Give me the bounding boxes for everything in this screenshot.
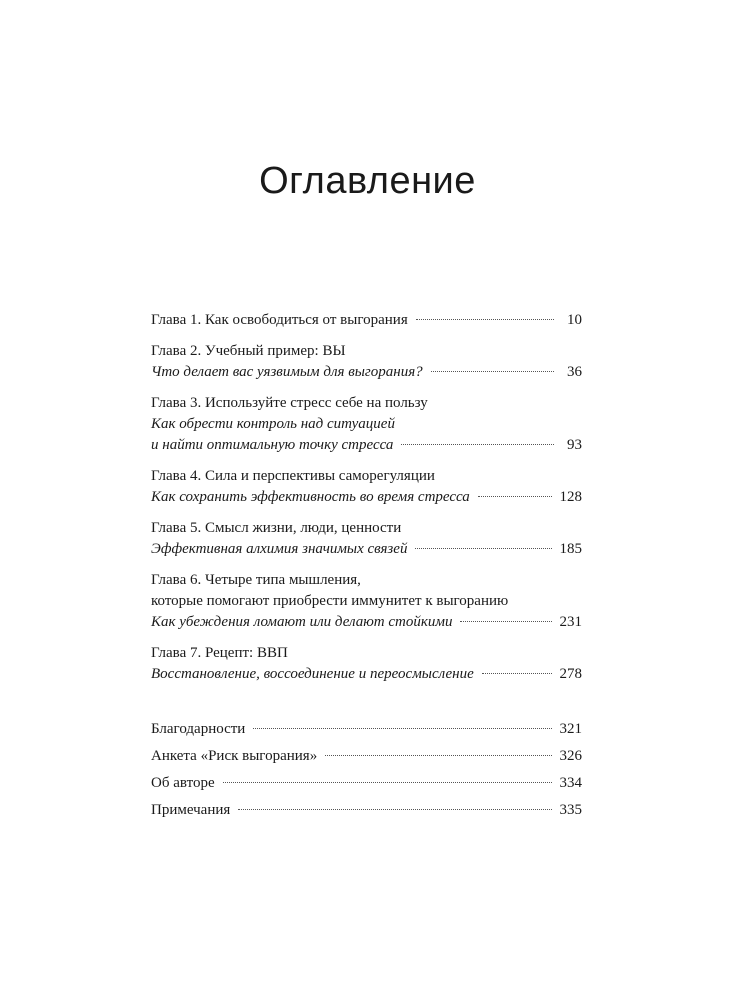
toc-entry[interactable] [151,746,582,767]
leader-line [151,719,582,740]
leader-line [151,664,582,685]
dot-leader [416,319,554,320]
section-title: Благодарности [151,721,246,737]
back-matter-list [151,719,582,821]
chapter-title: которые помогают приобрести иммунитет к выгоранию [151,593,509,609]
leader-line [151,487,582,508]
chapter-title: Глава 6. Четыре типа мышления, [151,572,361,588]
section-title: Примечания [151,802,231,818]
toc-entry[interactable] [151,643,582,685]
toc-entry[interactable] [151,466,582,508]
chapter-subtitle: Как обрести контроль над ситуацией [151,416,395,432]
toc-entry[interactable] [151,570,582,633]
page-title: Оглавление [259,160,476,202]
page-number: 128 [559,489,582,505]
chapter-title: Глава 7. Рецепт: ВВП [151,645,288,661]
toc-entry[interactable] [151,341,582,383]
table-of-contents [151,310,582,827]
dot-leader [478,496,552,497]
dot-leader [401,444,554,445]
page-number: 321 [559,721,582,737]
dot-leader [482,673,552,674]
leader-line [151,435,582,456]
dot-leader [460,621,551,622]
toc-entry[interactable] [151,310,582,331]
leader-line [151,539,582,560]
leader-line [151,773,582,794]
page-number: 231 [559,614,582,630]
chapter-subtitle: Эффективная алхимия значимых связей [151,541,408,557]
leader-line [151,612,582,633]
chapter-subtitle: и найти оптимальную точку стресса [151,437,394,453]
page-number: 185 [559,541,582,557]
dot-leader [415,548,551,549]
toc-entry[interactable] [151,800,582,821]
dot-leader [325,755,551,756]
leader-line [151,362,582,383]
page-number: 10 [567,312,582,328]
dot-leader [223,782,552,783]
toc-entry[interactable] [151,518,582,560]
chapter-title: Глава 4. Сила и перспективы саморегуляции [151,468,435,484]
section-title: Об авторе [151,775,215,791]
leader-line [151,800,582,821]
page-number: 278 [559,666,582,682]
toc-entry[interactable] [151,773,582,794]
page-number: 334 [559,775,582,791]
chapter-list [151,310,582,685]
leader-line [151,746,582,767]
chapter-subtitle: Как убеждения ломают или делают стойкими [151,614,453,630]
page-number: 326 [559,748,582,764]
chapter-title: Глава 2. Учебный пример: ВЫ [151,343,346,359]
page-number: 93 [567,437,582,453]
section-title: Анкета «Риск выгорания» [151,748,318,764]
dot-leader [238,809,551,810]
page-number: 335 [559,802,582,818]
toc-entry[interactable] [151,393,582,456]
page-number: 36 [567,364,582,380]
chapter-title: Глава 5. Смысл жизни, люди, ценности [151,520,402,536]
chapter-title: Глава 1. Как освободиться от выгорания [151,312,408,328]
chapter-subtitle: Что делает вас уязвимым для выгорания? [151,364,423,380]
dot-leader [253,728,551,729]
chapter-subtitle: Восстановление, воссоединение и переосмысление [151,666,474,682]
leader-line [151,310,582,331]
chapter-subtitle: Как сохранить эффективность во время стресса [151,489,470,505]
section-spacer [151,695,582,719]
chapter-title: Глава 3. Используйте стресс себе на пользу [151,395,428,411]
dot-leader [431,371,554,372]
toc-entry[interactable] [151,719,582,740]
